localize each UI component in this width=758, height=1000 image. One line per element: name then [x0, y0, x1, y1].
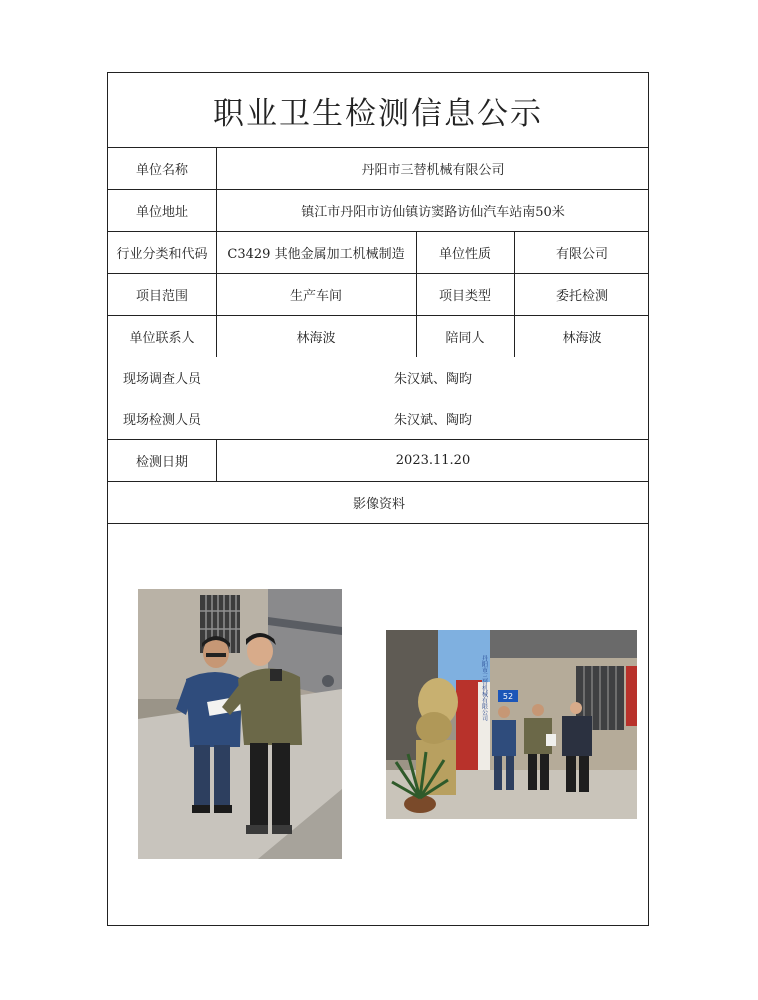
project-scope-label: 项目范围	[135, 288, 188, 304]
door-number: 52	[502, 692, 514, 701]
escort-label: 陪同人	[445, 330, 485, 346]
contact-label: 单位联系人	[129, 330, 195, 346]
unit-address-label: 单位地址	[135, 204, 188, 220]
page-title: 职业卫生检测信息公示	[213, 95, 543, 132]
site-photo-right	[386, 630, 637, 819]
site-photo-right-image	[386, 630, 637, 819]
test-date-value: 2023.11.20	[395, 452, 471, 468]
industry-label: 行业分类和代码	[116, 246, 208, 262]
unit-name-label: 单位名称	[135, 162, 188, 178]
unit-name-value: 丹阳市三替机械有限公司	[361, 162, 505, 178]
industry-value: C3429 其他金属加工机械制造	[227, 246, 405, 262]
notice-frame	[107, 72, 649, 926]
project-type-value: 委托检测	[555, 288, 608, 304]
contact-value: 林海波	[296, 330, 336, 346]
unit-nature-value: 有限公司	[555, 246, 608, 262]
company-sign: 丹阳市三替机械有限公司	[480, 655, 488, 721]
project-type-label: 项目类型	[438, 288, 491, 304]
project-scope-value: 生产车间	[289, 288, 342, 304]
escort-value: 林海波	[562, 330, 602, 346]
survey-staff-label: 现场调查人员	[122, 372, 201, 387]
site-photo-left	[138, 589, 342, 859]
unit-address-value: 镇江市丹阳市访仙镇访窦路访仙汽车站南50米	[301, 204, 565, 220]
survey-staff-value: 朱汉斌、陶昀	[393, 372, 472, 387]
row-divider	[108, 523, 648, 524]
unit-nature-label: 单位性质	[438, 246, 491, 262]
site-photo-left-image	[138, 589, 342, 859]
test-staff-value: 朱汉斌、陶昀	[393, 413, 472, 428]
test-date-label: 检测日期	[135, 454, 188, 470]
image-section-title: 影像资料	[352, 496, 405, 512]
test-staff-label: 现场检测人员	[122, 413, 201, 428]
